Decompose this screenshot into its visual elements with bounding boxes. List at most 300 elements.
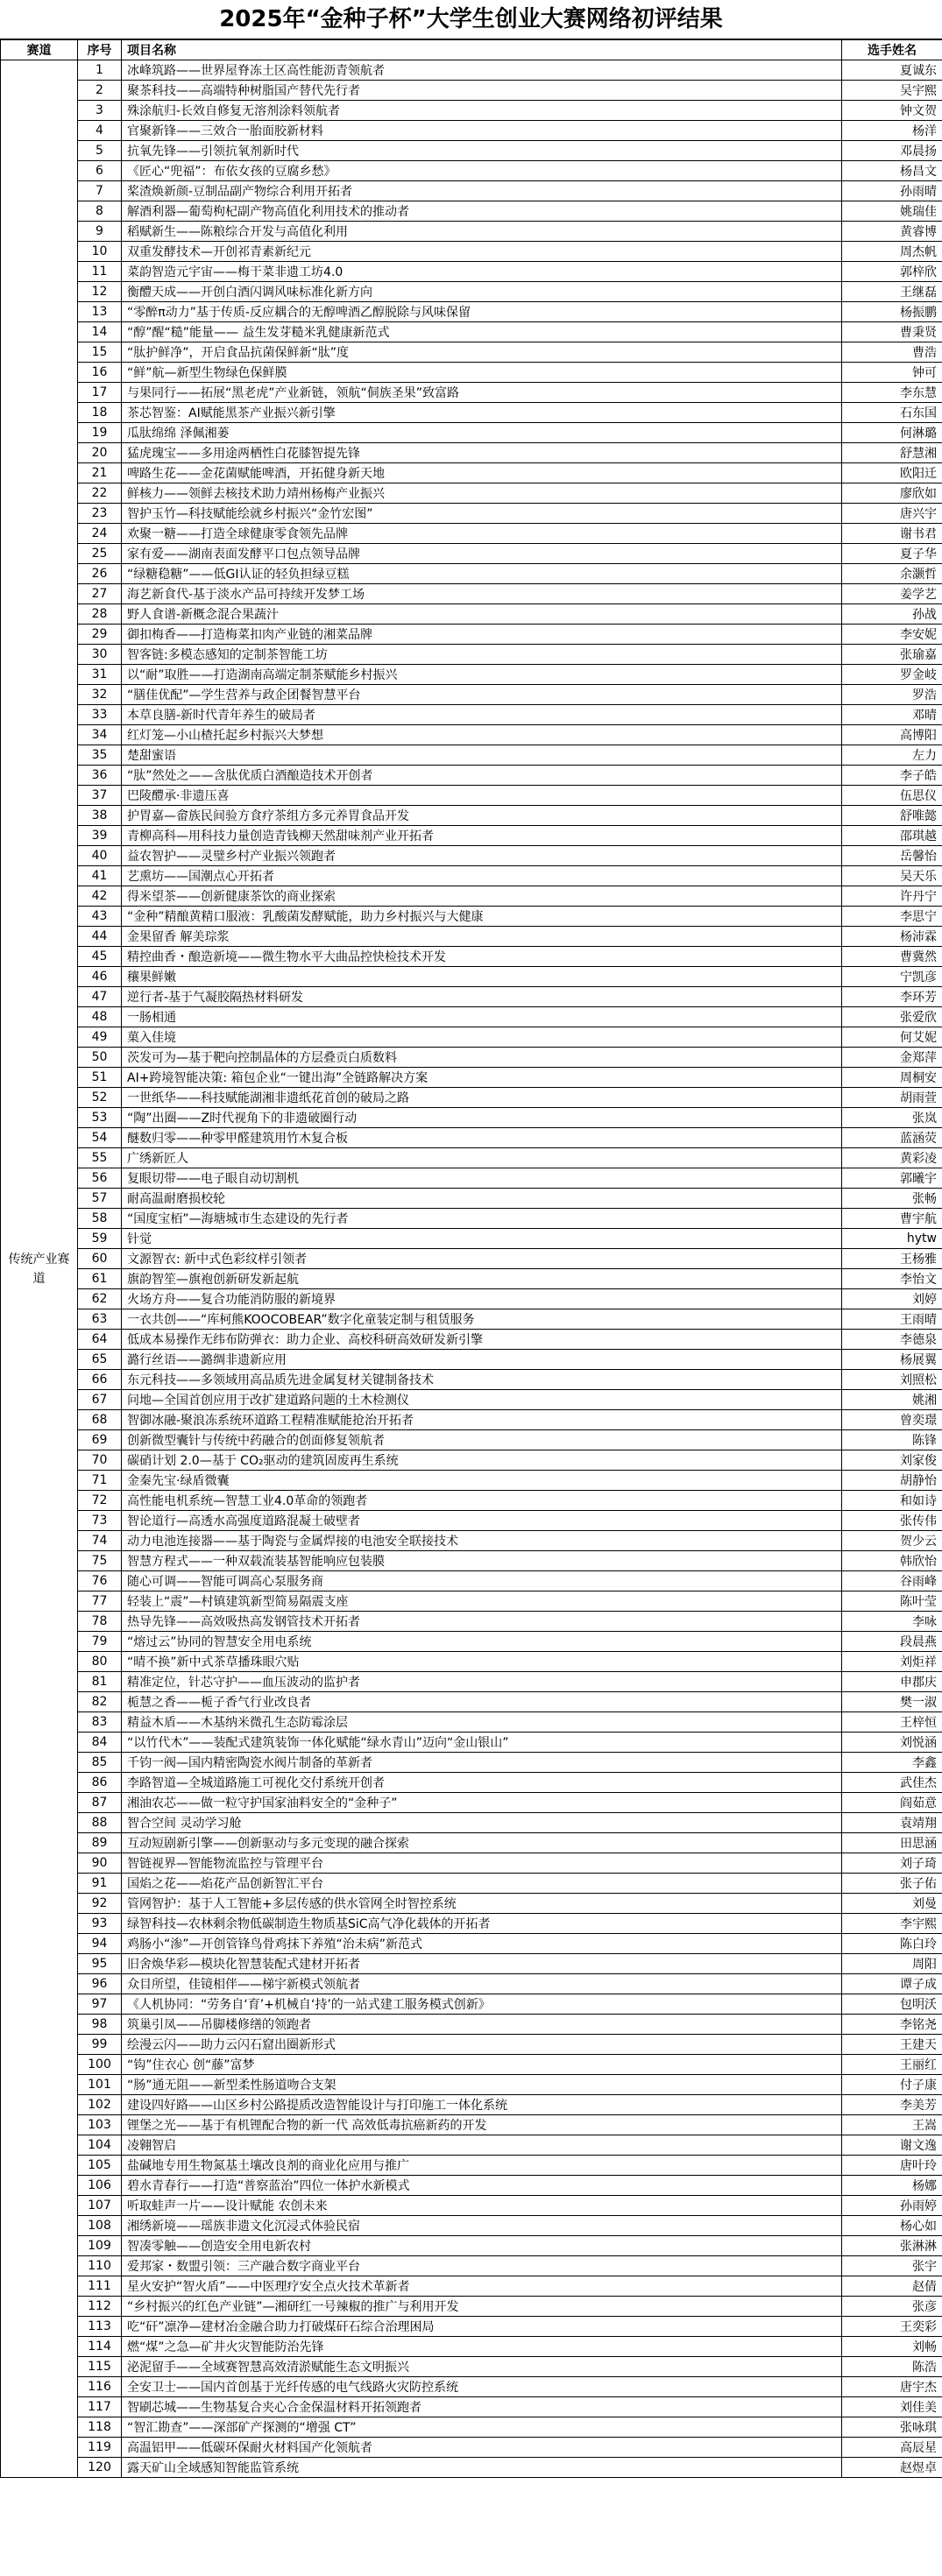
row-seq: 7 [78, 181, 122, 201]
table-row [1, 1994, 942, 2015]
row-person-name: 张咏琪 [842, 2417, 942, 2438]
row-seq: 1 [78, 60, 122, 81]
table-row [1, 1733, 942, 1753]
row-project-name: “智汇勘查”——深部矿产探测的“增强 CT” [122, 2417, 842, 2438]
row-project-name: 啤路生花——金花菌赋能啤酒，开拓健身新天地 [122, 463, 842, 483]
row-seq: 87 [78, 1793, 122, 1813]
row-seq: 80 [78, 1652, 122, 1672]
row-project-name: 《人机协同：“劳务自‘育’+机械自‘持’的一站式建工服务模式创新》 [122, 1994, 842, 2015]
row-project-name: “鲜”航—新型生物绿色保鲜膜 [122, 363, 842, 383]
row-person-name: 伍思仪 [842, 786, 942, 806]
row-project-name: 高温铝甲——低碳环保耐火材料国产化领航者 [122, 2438, 842, 2458]
row-seq: 33 [78, 705, 122, 725]
table-row [1, 907, 942, 927]
row-seq: 54 [78, 1128, 122, 1148]
row-person-name: 王雨晴 [842, 1309, 942, 1330]
table-row [1, 483, 942, 504]
row-project-name: 一世纸华——科技赋能湖湘非遗纸花首创的破局之路 [122, 1088, 842, 1108]
row-seq: 111 [78, 2276, 122, 2297]
row-seq: 66 [78, 1370, 122, 1390]
row-project-name: AI+跨境智能决策: 箱包企业“一键出海”全链路解决方案 [122, 1068, 842, 1088]
row-project-name: 湘绣新境——瑶族非遗文化沉浸式体验民宿 [122, 2216, 842, 2236]
row-project-name: 创新微型囊针与传统中药融合的创面修复领航者 [122, 1430, 842, 1450]
row-seq: 114 [78, 2337, 122, 2357]
row-project-name: 醚数归零——种零甲醛建筑用竹木复合板 [122, 1128, 842, 1148]
row-project-name: 火场方舟——复合功能消防服的新境界 [122, 1289, 842, 1309]
row-project-name: 穰果鲜嫩 [122, 967, 842, 987]
row-project-name: 听取蛙声一片——设计赋能 农创未来 [122, 2196, 842, 2216]
table-row [1, 947, 942, 967]
row-seq: 34 [78, 725, 122, 745]
row-project-name: 湘油农芯——做一粒守护国家油料安全的“金种子” [122, 1793, 842, 1813]
row-person-name: 阎茹意 [842, 1793, 942, 1813]
table-row [1, 1773, 942, 1793]
row-person-name: 刘子琦 [842, 1853, 942, 1874]
row-seq: 64 [78, 1330, 122, 1350]
row-person-name: 李子皓 [842, 766, 942, 786]
row-person-name: 李东慧 [842, 383, 942, 403]
row-person-name: 罗浩 [842, 685, 942, 705]
row-seq: 116 [78, 2377, 122, 2397]
row-person-name: 邓晨扬 [842, 141, 942, 161]
row-seq: 9 [78, 222, 122, 242]
table-row [1, 2176, 942, 2196]
row-seq: 50 [78, 1048, 122, 1068]
table-row [1, 2397, 942, 2417]
row-project-name: 精准定位，针芯守护——血压波动的监护者 [122, 1672, 842, 1692]
table-row [1, 866, 942, 886]
table-row [1, 625, 942, 645]
row-person-name: 张淋淋 [842, 2236, 942, 2256]
row-seq: 99 [78, 2035, 122, 2055]
row-person-name: 李安妮 [842, 625, 942, 645]
row-seq: 14 [78, 322, 122, 342]
row-seq: 57 [78, 1189, 122, 1209]
row-person-name: 和如诗 [842, 1491, 942, 1511]
table-row [1, 2236, 942, 2256]
table-row [1, 1430, 942, 1450]
table-row [1, 1249, 942, 1269]
row-seq: 4 [78, 121, 122, 141]
row-person-name: 贺少云 [842, 1531, 942, 1551]
row-project-name: 随心可调——智能可调高心泵服务商 [122, 1571, 842, 1591]
row-project-name: 星火安护“智火盾”——中医理疗安全点火技术革新者 [122, 2276, 842, 2297]
row-seq: 78 [78, 1612, 122, 1632]
table-row [1, 2417, 942, 2438]
table-row [1, 806, 942, 826]
row-project-name: 露天矿山全域感知智能监管系统 [122, 2458, 842, 2478]
row-person-name: 李思宁 [842, 907, 942, 927]
row-seq: 12 [78, 282, 122, 302]
table-row [1, 222, 942, 242]
row-project-name: 护胃嘉—畲族民间验方食疗茶组方多元养胃食品开发 [122, 806, 842, 826]
table-row [1, 1954, 942, 1974]
table-row [1, 1793, 942, 1813]
row-person-name: 张传伟 [842, 1511, 942, 1531]
table-row [1, 443, 942, 463]
row-project-name: 艺熏坊——国潮点心开拓者 [122, 866, 842, 886]
table-row [1, 745, 942, 766]
row-project-name: 智合空间 灵动学习舱 [122, 1813, 842, 1833]
row-person-name: 吴天乐 [842, 866, 942, 886]
row-project-name: 海艺新食代-基于淡水产品可持续开发梦工场 [122, 584, 842, 604]
row-project-name: 爱邦家・数盟引领：三产融合数字商业平台 [122, 2256, 842, 2276]
row-project-name: 智论道行—高透水高强度道路混凝土破壁者 [122, 1511, 842, 1531]
table-row [1, 1048, 942, 1068]
table-row [1, 1289, 942, 1309]
table-row [1, 645, 942, 665]
table-row [1, 2055, 942, 2075]
row-person-name: 胡静怡 [842, 1471, 942, 1491]
row-person-name: 姜学艺 [842, 584, 942, 604]
table-row [1, 1853, 942, 1874]
table-row [1, 101, 942, 121]
row-seq: 101 [78, 2075, 122, 2095]
table-row [1, 2216, 942, 2236]
row-seq: 77 [78, 1591, 122, 1612]
row-person-name: 郭曦宇 [842, 1168, 942, 1189]
row-seq: 5 [78, 141, 122, 161]
row-person-name: 孙雨婷 [842, 2196, 942, 2216]
row-seq: 53 [78, 1108, 122, 1128]
row-project-name: “肠”通无阻——新型柔性肠道吻合支架 [122, 2075, 842, 2095]
row-person-name: 包明沃 [842, 1994, 942, 2015]
table-row [1, 1551, 942, 1571]
row-seq: 8 [78, 201, 122, 222]
row-project-name: 全安卫士——国内首创基于光纤传感的电气线路火灾防控系统 [122, 2377, 842, 2397]
table-row [1, 2297, 942, 2317]
row-project-name: 建设四好路——山区乡村公路提质改造智能设计与打印施工一体化系统 [122, 2095, 842, 2115]
row-project-name: 千钧一阀—国内精密陶瓷水阀片制备的革新者 [122, 1753, 842, 1773]
table-row [1, 766, 942, 786]
row-project-name: 栀慧之香——栀子香气行业改良者 [122, 1692, 842, 1712]
row-project-name: “以竹代木”——装配式建筑装饰一体化赋能“绿水青山”迈向“金山银山” [122, 1733, 842, 1753]
row-project-name: 菓入佳境 [122, 1027, 842, 1048]
row-person-name: 陈叶莹 [842, 1591, 942, 1612]
row-project-name: “肽”然处之——含肽优质白酒酿造技术开创者 [122, 766, 842, 786]
row-seq: 93 [78, 1914, 122, 1934]
row-project-name: 互动短剧新引擎——创新驱动与多元变现的融合探索 [122, 1833, 842, 1853]
table-row [1, 1914, 942, 1934]
row-person-name: 邓晴 [842, 705, 942, 725]
table-row [1, 262, 942, 282]
row-seq: 16 [78, 363, 122, 383]
row-person-name: 张宇 [842, 2256, 942, 2276]
row-project-name: 碧水青春行——打造“普察蓝治”四位一体护水新模式 [122, 2176, 842, 2196]
row-seq: 49 [78, 1027, 122, 1048]
row-project-name: 一肠相通 [122, 1007, 842, 1027]
table-row [1, 665, 942, 685]
row-project-name: 金果留香 解美琮浆 [122, 927, 842, 947]
row-seq: 22 [78, 483, 122, 504]
row-person-name: 宁凯彦 [842, 967, 942, 987]
table-row [1, 1128, 942, 1148]
row-person-name: 杨昌文 [842, 161, 942, 181]
row-person-name: 谢文逸 [842, 2135, 942, 2156]
row-seq: 6 [78, 161, 122, 181]
table-row [1, 2095, 942, 2115]
row-person-name: 余灏哲 [842, 564, 942, 584]
row-project-name: 智凑零触——创造安全用电新农村 [122, 2236, 842, 2256]
table-row [1, 302, 942, 322]
row-seq: 29 [78, 625, 122, 645]
table-row [1, 1591, 942, 1612]
row-person-name: 黄睿博 [842, 222, 942, 242]
row-person-name: 何淋璐 [842, 423, 942, 443]
row-seq: 19 [78, 423, 122, 443]
table-row [1, 423, 942, 443]
row-seq: 98 [78, 2015, 122, 2035]
table-row [1, 1168, 942, 1189]
row-person-name: 周杰帆 [842, 242, 942, 262]
table-row [1, 886, 942, 907]
table-row [1, 1027, 942, 1048]
table-row [1, 141, 942, 161]
row-project-name: 衡醴天成——开创白酒闪调风味标准化新方向 [122, 282, 842, 302]
row-seq: 103 [78, 2115, 122, 2135]
row-seq: 48 [78, 1007, 122, 1027]
row-seq: 72 [78, 1491, 122, 1511]
row-project-name: 潞行丝语——潞绸非遗新应用 [122, 1350, 842, 1370]
row-seq: 35 [78, 745, 122, 766]
row-person-name: 王杨雅 [842, 1249, 942, 1269]
row-project-name: “绿糖稳糖”——低GI认证的轻负担绿豆糕 [122, 564, 842, 584]
row-project-name: 以“耐”取胜——打造湖南高端定制茶赋能乡村振兴 [122, 665, 842, 685]
table-row [1, 2438, 942, 2458]
row-project-name: 低成本易操作无纬布防弹衣：助力企业、高校科研高效研发新引擎 [122, 1330, 842, 1350]
row-seq: 92 [78, 1894, 122, 1914]
row-seq: 10 [78, 242, 122, 262]
table-row [1, 1692, 942, 1712]
table-row [1, 524, 942, 544]
row-person-name: 张彦 [842, 2297, 942, 2317]
row-seq: 86 [78, 1773, 122, 1793]
row-seq: 59 [78, 1229, 122, 1249]
row-project-name: 碳硝计划 2.0—基于 CO₂驱动的建筑固废再生系统 [122, 1450, 842, 1471]
row-project-name: “陶”出圈——Z时代视角下的非遗破圈行动 [122, 1108, 842, 1128]
table-row [1, 463, 942, 483]
row-seq: 113 [78, 2317, 122, 2337]
row-seq: 65 [78, 1350, 122, 1370]
table-row [1, 1874, 942, 1894]
row-person-name: 陈浩 [842, 2357, 942, 2377]
row-person-name: 孙雨晴 [842, 181, 942, 201]
row-person-name: 石东国 [842, 403, 942, 423]
row-seq: 36 [78, 766, 122, 786]
row-seq: 75 [78, 1551, 122, 1571]
table-row [1, 584, 942, 604]
row-project-name: 茨发可为—基于靶向控制晶体的方层叠贡白质数料 [122, 1048, 842, 1068]
row-person-name: 郭梓欣 [842, 262, 942, 282]
row-person-name: 黄彩凌 [842, 1148, 942, 1168]
table-row [1, 725, 942, 745]
table-row [1, 1410, 942, 1430]
row-person-name: 高博阳 [842, 725, 942, 745]
table-row [1, 927, 942, 947]
page-title: 2025年“金种子杯”大学生创业大赛网络初评结果 [0, 0, 942, 39]
row-person-name: 李美芳 [842, 2095, 942, 2115]
table-row [1, 1632, 942, 1652]
row-seq: 112 [78, 2297, 122, 2317]
row-project-name: “醇”醒“糙”能量—— 益生发芽糙米乳健康新范式 [122, 322, 842, 342]
row-person-name: 蓝涵荧 [842, 1128, 942, 1148]
header-track: 赛道 [1, 40, 78, 60]
table-row [1, 403, 942, 423]
row-person-name: 钟可 [842, 363, 942, 383]
row-seq: 79 [78, 1632, 122, 1652]
table-row [1, 1712, 942, 1733]
row-project-name: 双重发酵技术—开创祁青素新纪元 [122, 242, 842, 262]
row-seq: 40 [78, 846, 122, 866]
row-seq: 20 [78, 443, 122, 463]
row-person-name: 王奕彩 [842, 2317, 942, 2337]
row-project-name: “零醉π动力”基于传质-反应耦合的无醇啤酒乙醇脱除与风味保留 [122, 302, 842, 322]
row-seq: 52 [78, 1088, 122, 1108]
row-project-name: 旧舍焕华彩—模块化智慧装配式建材开拓者 [122, 1954, 842, 1974]
row-person-name: 张子佑 [842, 1874, 942, 1894]
row-project-name: 问地—全国首创应用于改扩建道路问题的土木检测仪 [122, 1390, 842, 1410]
table-row [1, 564, 942, 584]
table-row [1, 1148, 942, 1168]
row-seq: 106 [78, 2176, 122, 2196]
row-seq: 32 [78, 685, 122, 705]
row-person-name: 张瑜嘉 [842, 645, 942, 665]
row-seq: 71 [78, 1471, 122, 1491]
table-row [1, 2256, 942, 2276]
row-project-name: 轻装上“震”—村镇建筑新型简易隔震支座 [122, 1591, 842, 1612]
row-project-name: 管网智护：基于人工智能+多层传感的供水管网全时智控系统 [122, 1894, 842, 1914]
row-project-name: 一衣共创——“库柯熊KOOCOBEAR”数字化童装定制与租赁服务 [122, 1309, 842, 1330]
row-person-name: 韩欣怡 [842, 1551, 942, 1571]
row-seq: 109 [78, 2236, 122, 2256]
row-project-name: 复眼切带——电子眼自动切割机 [122, 1168, 842, 1189]
row-project-name: 凌翱智启 [122, 2135, 842, 2156]
table-row [1, 1269, 942, 1289]
table-row [1, 1511, 942, 1531]
row-person-name: 李咏 [842, 1612, 942, 1632]
row-seq: 45 [78, 947, 122, 967]
row-person-name: 曹浩 [842, 342, 942, 363]
row-project-name: 《匠心“兜福”：布依女孩的豆腐乡愁》 [122, 161, 842, 181]
table-row [1, 786, 942, 806]
row-person-name: 袁靖翔 [842, 1813, 942, 1833]
row-seq: 68 [78, 1410, 122, 1430]
table-row [1, 2135, 942, 2156]
table-row [1, 1350, 942, 1370]
row-person-name: 杨振鹏 [842, 302, 942, 322]
table-row [1, 1309, 942, 1330]
row-project-name: “肽护鲜净”，开启食品抗菌保鲜新“肽”度 [122, 342, 842, 363]
table-row [1, 1894, 942, 1914]
row-person-name: 姚瑞佳 [842, 201, 942, 222]
row-project-name: 东元科技——多领域用高品质先进金属复材关键制备技术 [122, 1370, 842, 1390]
table-row [1, 2196, 942, 2216]
row-person-name: 曾奕璟 [842, 1410, 942, 1430]
row-project-name: 鸡肠小“渗”—开创管锋鸟骨鸡抹下养殖“治未病”新范式 [122, 1934, 842, 1954]
row-project-name: 野人食谱-新概念混合果蔬汁 [122, 604, 842, 625]
row-person-name: 谷雨峰 [842, 1571, 942, 1591]
row-seq: 62 [78, 1289, 122, 1309]
row-person-name: 杨沛霖 [842, 927, 942, 947]
row-person-name: 周阳 [842, 1954, 942, 1974]
results-table [0, 39, 942, 2478]
row-seq: 3 [78, 101, 122, 121]
row-project-name: “金种”精酿黄精口服液：乳酸菌发酵赋能，助力乡村振兴与大健康 [122, 907, 842, 927]
row-person-name: 刘畅 [842, 2337, 942, 2357]
table-row [1, 1068, 942, 1088]
row-project-name: 与果同行——拓展“黑老虎”产业新链，领航“侗族圣果”致富路 [122, 383, 842, 403]
table-row [1, 1753, 942, 1773]
table-row [1, 1229, 942, 1249]
table-row [1, 2458, 942, 2478]
row-seq: 118 [78, 2417, 122, 2438]
row-project-name: 巴陵醴承·非遗压喜 [122, 786, 842, 806]
table-row [1, 1450, 942, 1471]
row-person-name: 唐兴宇 [842, 504, 942, 524]
table-row [1, 342, 942, 363]
table-row [1, 383, 942, 403]
row-person-name: 张爱欣 [842, 1007, 942, 1027]
row-seq: 39 [78, 826, 122, 846]
row-seq: 37 [78, 786, 122, 806]
table-row [1, 544, 942, 564]
row-seq: 11 [78, 262, 122, 282]
table-row [1, 201, 942, 222]
row-seq: 41 [78, 866, 122, 886]
row-project-name: 青柳高科—用科技力量创造青钱柳天然甜味剂产业开拓者 [122, 826, 842, 846]
row-person-name: 孙战 [842, 604, 942, 625]
row-project-name: 筑巢引凤——吊脚楼修缮的领跑者 [122, 2015, 842, 2035]
row-seq: 95 [78, 1954, 122, 1974]
table-row [1, 1672, 942, 1692]
table-row [1, 604, 942, 625]
row-project-name: “熔过云”协同的智慧安全用电系统 [122, 1632, 842, 1652]
row-project-name: 茶芯智鉴：AI赋能黑茶产业振兴新引擎 [122, 403, 842, 423]
row-project-name: 泌泥留手——全域赛智慧高效清淤赋能生态文明振兴 [122, 2357, 842, 2377]
table-row [1, 826, 942, 846]
row-seq: 17 [78, 383, 122, 403]
table-row [1, 1612, 942, 1632]
row-project-name: 锂堡之光——基于有机锂配合物的新一代 高效低毒抗癌新药的开发 [122, 2115, 842, 2135]
row-person-name: 田思涵 [842, 1833, 942, 1853]
row-project-name: 吃“矸”凛净—建材冶金融合助力打破煤矸石综合治理困局 [122, 2317, 842, 2337]
row-person-name: 付子康 [842, 2075, 942, 2095]
row-person-name: 王梓恒 [842, 1712, 942, 1733]
table-row [1, 2115, 942, 2135]
row-person-name: hytw [842, 1229, 942, 1249]
row-person-name: 申郡庆 [842, 1672, 942, 1692]
row-person-name: 吴宇熙 [842, 81, 942, 101]
row-project-name: 绘漫云闪——助力云闪石窟出圈新形式 [122, 2035, 842, 2055]
row-seq: 46 [78, 967, 122, 987]
row-person-name: 许丹宁 [842, 886, 942, 907]
row-project-name: 抗氧先锋——引领抗氧剂新时代 [122, 141, 842, 161]
row-seq: 63 [78, 1309, 122, 1330]
row-person-name: 胡雨萱 [842, 1088, 942, 1108]
row-person-name: 夏诚东 [842, 60, 942, 81]
row-project-name: 益农智护——灵璧乡村产业振兴领跑者 [122, 846, 842, 866]
table-row [1, 1007, 942, 1027]
row-person-name: 李环芳 [842, 987, 942, 1007]
row-seq: 61 [78, 1269, 122, 1289]
table-row [1, 1813, 942, 1833]
row-project-name: “国度宝栢”—海塘城市生态建设的先行者 [122, 1209, 842, 1229]
row-seq: 31 [78, 665, 122, 685]
row-seq: 30 [78, 645, 122, 665]
row-project-name: 瓜肽绵绵 泽佩湘蒌 [122, 423, 842, 443]
row-seq: 27 [78, 584, 122, 604]
table-row [1, 161, 942, 181]
